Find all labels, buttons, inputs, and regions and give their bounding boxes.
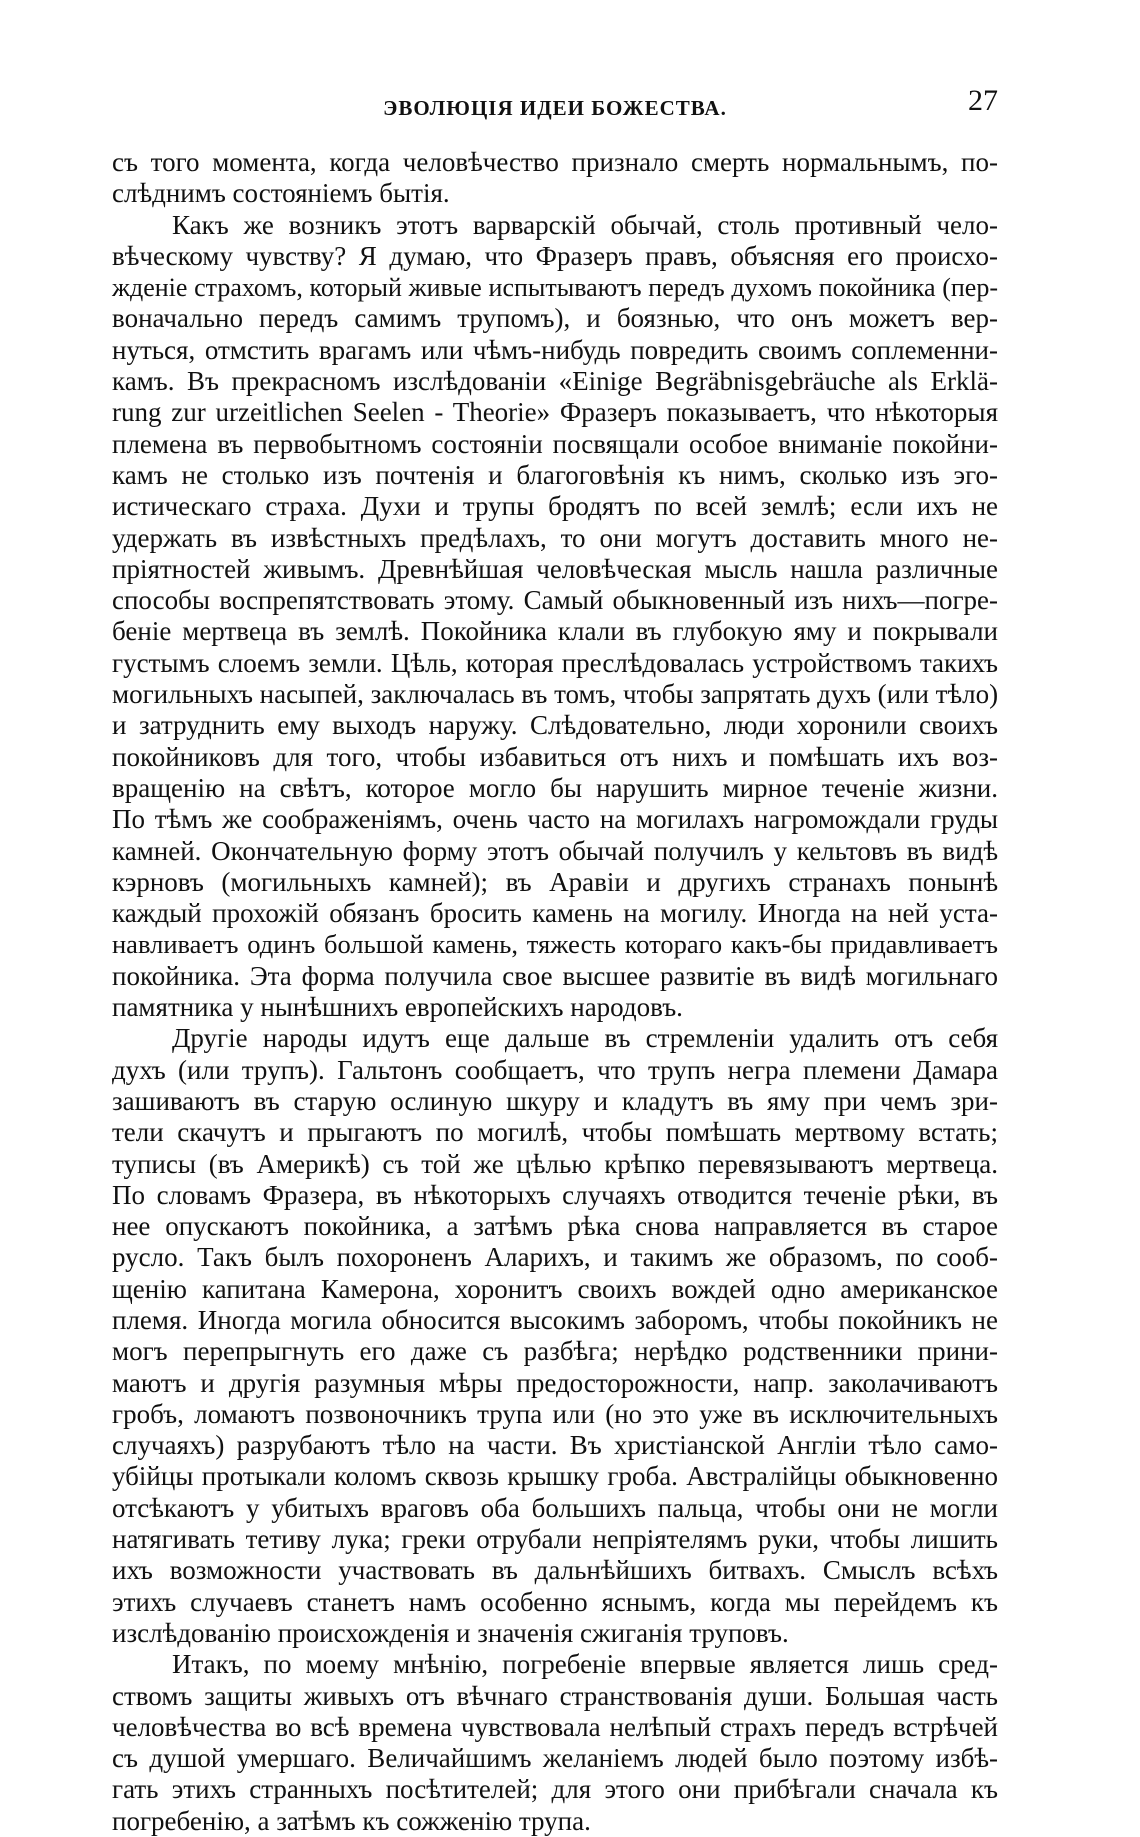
text-line: нее опускаютъ покойника, а затѣмъ рѣка снова направляется въ старое bbox=[112, 1211, 998, 1242]
text-line: ствомъ защиты живыхъ отъ вѣчнаго странствованія души. Большая часть bbox=[112, 1680, 998, 1711]
text-line: камъ не столько изъ почтенія и благоговѣнія къ нимъ, сколько изъ эго- bbox=[112, 459, 998, 490]
paragraph bbox=[112, 210, 998, 1024]
text-line: камъ. Въ прекрасномъ изслѣдованіи «Einige Begräbnisgebräuche als Erklä- bbox=[112, 366, 998, 397]
paragraph bbox=[112, 147, 998, 210]
text-line: жденіе страхомъ, который живые испытываютъ передъ духомъ покойника (пер- bbox=[112, 273, 998, 303]
text-line: человѣчества во всѣ времена чувствовала нелѣпый страхъ передъ встрѣчей bbox=[112, 1711, 998, 1742]
text-line: убійцы протыкали коломъ сквозь крышку гроба. Австралійцы обыкновенно bbox=[112, 1461, 998, 1492]
text-line: По словамъ Фразера, въ нѣкоторыхъ случаяхъ отводится теченіе рѣки, въ bbox=[112, 1179, 998, 1210]
text-line: каждый прохожій обязанъ бросить камень на могилу. Иногда на ней уста- bbox=[112, 898, 998, 929]
text-line: тели скачутъ и прыгаютъ по могилѣ, чтобы помѣшать мертвому встать; bbox=[112, 1117, 998, 1148]
text-line: навливаетъ одинъ большой камень, тяжесть котораго какъ-бы придавливаетъ bbox=[112, 929, 998, 960]
text-line: гать этихъ странныхъ посѣтителей; для этого они прибѣгали сначала къ bbox=[112, 1774, 998, 1805]
text-line: слѣднимъ состояніемъ бытія. bbox=[112, 178, 450, 209]
text-line: натягивать тетиву лука; греки отрубали непріятелямъ руки, чтобы лишить bbox=[112, 1524, 998, 1555]
page-number: 27 bbox=[968, 84, 998, 117]
text-line: Итакъ, по моему мнѣнію, погребеніе впервые является лишь сред- bbox=[172, 1649, 998, 1680]
text-line: покойниковъ для того, чтобы избавиться отъ нихъ и помѣшать ихъ воз- bbox=[112, 741, 998, 772]
paragraph bbox=[112, 1023, 998, 1649]
text-line: племена въ первобытномъ состояніи посвящали особое вниманіе покойни- bbox=[112, 428, 998, 459]
text-line: и затруднить ему выходъ наружу. Слѣдовательно, люди хоронили своихъ bbox=[112, 710, 998, 741]
text-line: Другіе народы идутъ еще дальше въ стремленіи удалить отъ себя bbox=[172, 1023, 998, 1054]
text-line: памятника у нынѣшнихъ европейскихъ народовъ. bbox=[112, 992, 683, 1023]
paragraph bbox=[112, 1649, 998, 1837]
text-line: этихъ случаевъ станетъ намъ особенно яснымъ, когда мы перейдемъ къ bbox=[112, 1586, 998, 1617]
text-line: ихъ возможности участвовать въ дальнѣйшихъ битвахъ. Смыслъ всѣхъ bbox=[112, 1555, 998, 1586]
running-title: ЭВОЛЮЦІЯ ИДЕИ БОЖЕСТВА. bbox=[383, 96, 727, 120]
text-line: зашиваютъ въ старую ослиную шкуру и кладутъ въ яму при чемъ зри- bbox=[112, 1085, 998, 1116]
text-line: Какъ же возникъ этотъ варварскій обычай, столь противный чело- bbox=[172, 209, 998, 240]
text-line: По тѣмъ же соображеніямъ, очень часто на могилахъ нагромождали груды bbox=[112, 804, 998, 835]
text-line: туписы (въ Америкѣ) съ той же цѣлью крѣпко перевязываютъ мертвеца. bbox=[112, 1148, 998, 1179]
text-line: способы воспрепятствовать этому. Самый обыкновенный изъ нихъ—погре- bbox=[112, 585, 998, 616]
text-line: вѣческому чувству? Я думаю, что Фразеръ правъ, объясняя его происхо- bbox=[112, 240, 998, 271]
text-line: удержать въ извѣстныхъ предѣлахъ, то они могутъ доставить много не- bbox=[112, 522, 998, 553]
text-line: могильныхъ насыпей, заключалась въ томъ, чтобы запрятать духъ (или тѣло) bbox=[112, 679, 999, 710]
text-line: духъ (или трупъ). Гальтонъ сообщаетъ, что трупъ негра племени Дамара bbox=[112, 1054, 998, 1085]
text-line: щенію капитана Камерона, хоронитъ своихъ вождей одно американское bbox=[112, 1273, 998, 1304]
page-header bbox=[112, 84, 998, 124]
text-line: кэрновъ (могильныхъ камней); въ Аравіи и другихъ странахъ понынѣ bbox=[112, 866, 998, 897]
text-line: русло. Такъ былъ похороненъ Аларихъ, и такимъ же образомъ, по сооб- bbox=[112, 1242, 998, 1273]
text-line: вращенію на свѣтъ, которое могло бы нарушить мирное теченіе жизни. bbox=[112, 772, 998, 803]
text-line: истическаго страха. Духи и трупы бродятъ по всей землѣ; если ихъ не bbox=[112, 491, 998, 522]
text-line: покойника. Эта форма получила свое высшее развитіе въ видѣ могильнаго bbox=[112, 960, 998, 991]
text-line: случаяхъ) разрубаютъ тѣло на части. Въ христіанской Англіи тѣло само- bbox=[112, 1430, 998, 1461]
text-line: пріятностей живымъ. Древнѣйшая человѣческая мысль нашла различные bbox=[112, 553, 998, 584]
text-line: погребенію, а затѣмъ къ сожженію трупа. bbox=[112, 1805, 591, 1836]
text-line: воначально передъ самимъ трупомъ), и боязнью, что онъ можетъ вер- bbox=[112, 303, 998, 334]
text-line: гробъ, ломаютъ позвоночникъ трупа или (но это уже въ исключительныхъ bbox=[112, 1398, 998, 1429]
text-line: густымъ слоемъ земли. Цѣль, которая преслѣдовалась устройствомъ такихъ bbox=[112, 647, 998, 678]
text-line: беніе мертвеца въ землѣ. Покойника клали въ глубокую яму и покрывали bbox=[112, 616, 998, 647]
text-line: нуться, отмстить врагамъ или чѣмъ-нибудь повредить своимъ соплеменни- bbox=[112, 334, 998, 365]
body-text bbox=[112, 147, 998, 1837]
text-line: отсѣкаютъ у убитыхъ враговъ оба большихъ пальца, чтобы они не могли bbox=[112, 1492, 998, 1523]
text-line: камней. Окончательную форму этотъ обычай получилъ у кельтовъ въ видѣ bbox=[112, 835, 998, 866]
text-line: племя. Иногда могила обносится высокимъ заборомъ, чтобы покойникъ не bbox=[112, 1304, 998, 1335]
text-line: могъ перепрыгнуть его даже съ разбѣга; нерѣдко родственники прини- bbox=[112, 1336, 998, 1367]
text-line: съ душой умершаго. Величайшимъ желаніемъ людей было поэтому избѣ- bbox=[112, 1743, 998, 1774]
text-line: изслѣдованію происхожденія и значенія сжиганія труповъ. bbox=[112, 1617, 789, 1648]
text-line: rung zur urzeitlichen Seelen - Theorie» Фразеръ показываетъ, что нѣкоторыя bbox=[112, 397, 998, 428]
text-line: маютъ и другія разумныя мѣры предосторожности, напр. заколачиваютъ bbox=[112, 1367, 998, 1398]
text-line: съ того момента, когда человѣчество признало смерть нормальнымъ, по- bbox=[112, 147, 998, 177]
